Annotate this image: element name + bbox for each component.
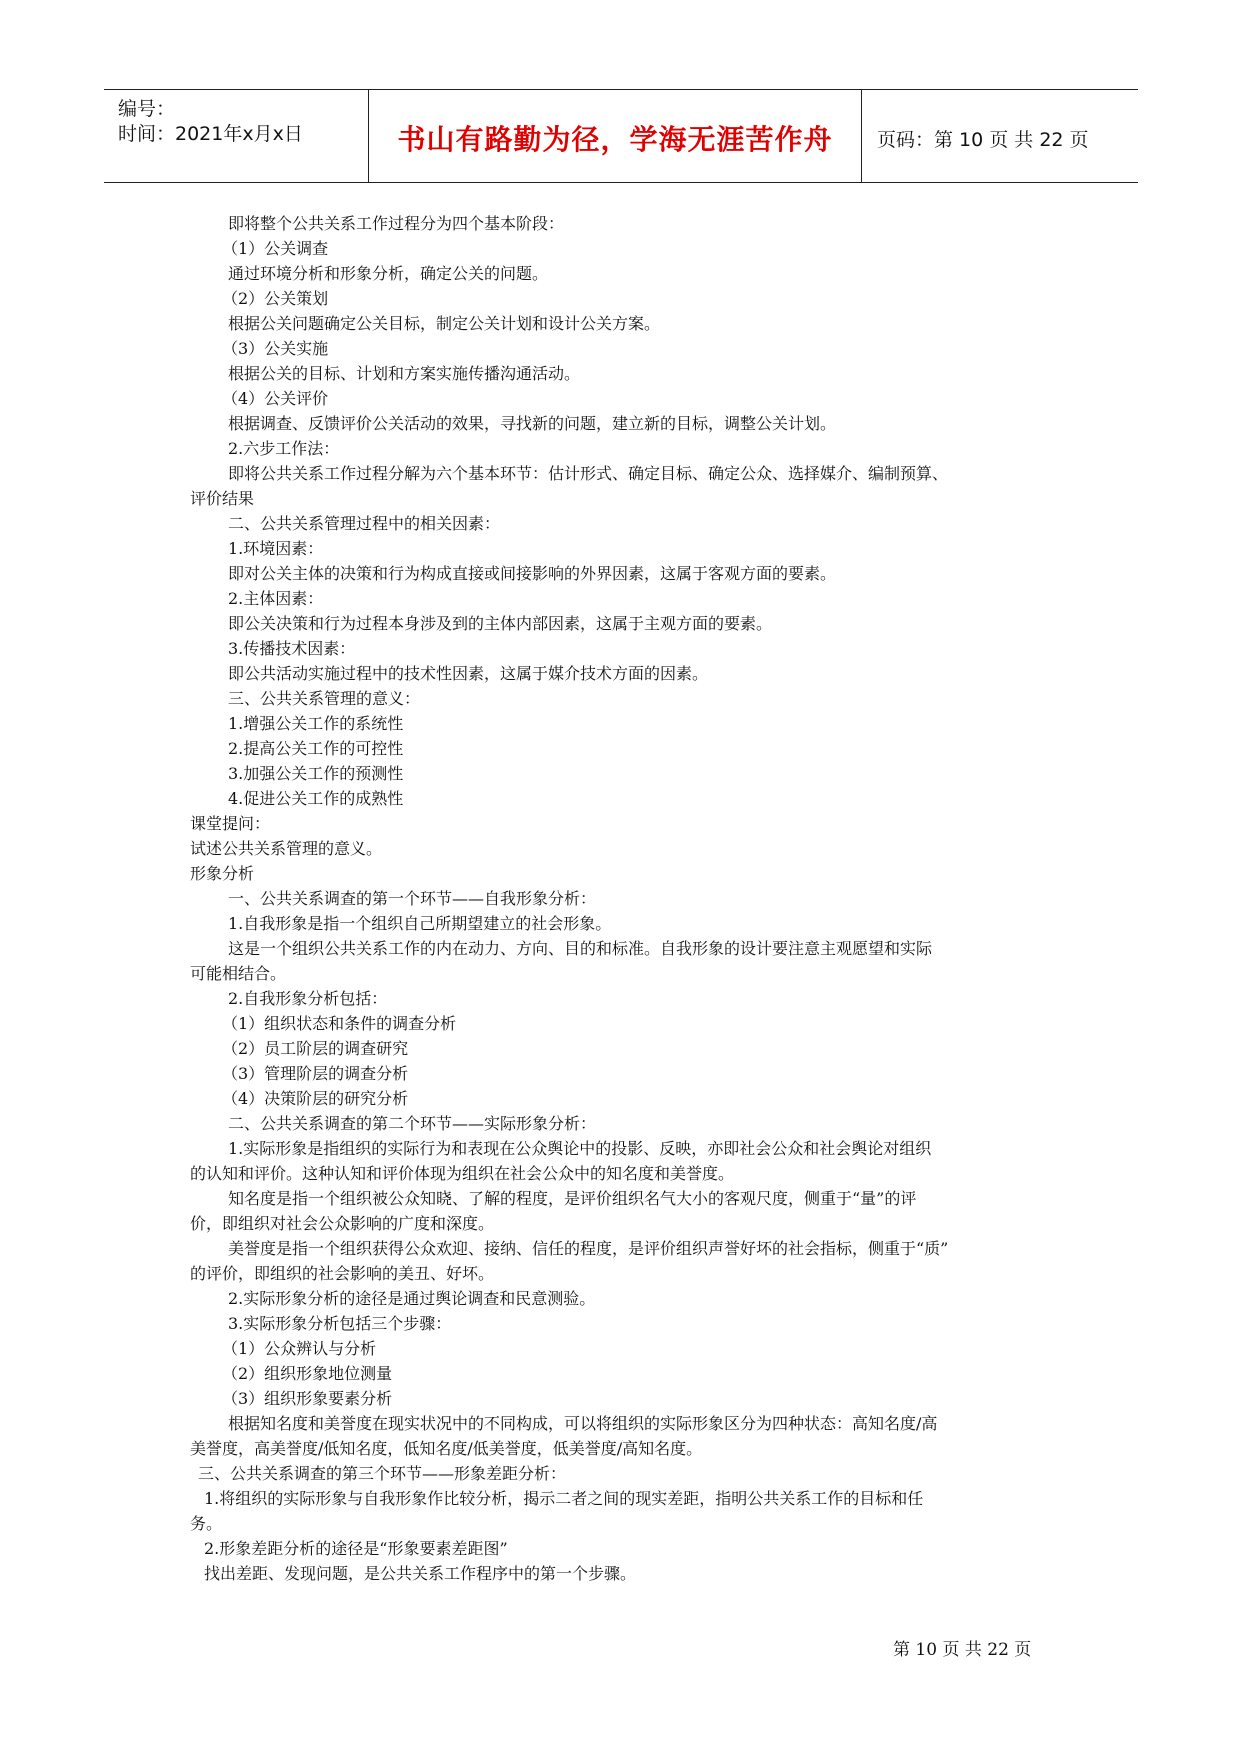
text-line: 1.实际形象是指组织的实际行为和表现在公众舆论中的投影、反映，亦即社会公众和社会舆论对组织 xyxy=(228,1139,932,1158)
text-line: （3）公关实施 xyxy=(222,339,329,358)
text-line: 根据公关的目标、计划和方案实施传播沟通活动。 xyxy=(228,364,581,383)
section-heading: 形象分析 xyxy=(190,864,255,883)
header-motto: 书山有路勤为径，学海无涯苦作舟 xyxy=(397,123,833,156)
text-line: （1）公关调查 xyxy=(222,239,329,258)
text-line: 1.将组织的实际形象与自我形象作比较分析，揭示二者之间的现实差距，指明公共关系工作的目标和任 xyxy=(204,1489,924,1508)
text-line: 的评价，即组织的社会影响的美丑、好坏。 xyxy=(190,1264,495,1283)
text-line: 价，即组织对社会公众影响的广度和深度。 xyxy=(190,1214,495,1233)
text-line: （1）公众辨认与分析 xyxy=(222,1339,377,1358)
text-line: 通过环境分析和形象分析，确定公关的问题。 xyxy=(228,264,549,283)
text-line: 4.促进公关工作的成熟性 xyxy=(228,789,404,808)
text-line: （2）公关策划 xyxy=(222,289,329,308)
text-line: 美誉度是指一个组织获得公众欢迎、接纳、信任的程度，是评价组织声誉好坏的社会指标，侧重于“质” xyxy=(228,1239,949,1258)
text-line: 即将公共关系工作过程分解为六个基本环节：估计形式、确定目标、确定公众、选择媒介、编制预算、 xyxy=(228,464,949,483)
text-line: （1）组织状态和条件的调查分析 xyxy=(222,1014,457,1033)
text-line: 根据调查、反馈评价公关活动的效果，寻找新的问题，建立新的目标，调整公关计划。 xyxy=(228,414,837,433)
text-line: 找出差距、发现问题，是公共关系工作程序中的第一个步骤。 xyxy=(204,1564,637,1583)
text-line: 根据公关问题确定公关目标，制定公关计划和设计公关方案。 xyxy=(228,314,661,333)
text-line: （3）管理阶层的调查分析 xyxy=(222,1064,409,1083)
section-heading: 三、公共关系调查的第三个环节——形象差距分析： xyxy=(198,1464,567,1483)
text-line: 2.六步工作法： xyxy=(228,439,340,458)
document-number-label: 编号： xyxy=(118,98,176,120)
text-line: 课堂提问： xyxy=(190,814,271,833)
text-line: 即将整个公共关系工作过程分为四个基本阶段： xyxy=(228,214,565,233)
text-line: 3.实际形象分析包括三个步骤： xyxy=(228,1314,452,1333)
text-line: 3.传播技术因素： xyxy=(228,639,356,658)
text-line: 1.自我形象是指一个组织自己所期望建立的社会形象。 xyxy=(228,914,612,933)
text-line: 1.增强公关工作的系统性 xyxy=(228,714,404,733)
text-line: 的认知和评价。这种认知和评价体现为组织在社会公众中的知名度和美誉度。 xyxy=(190,1164,735,1183)
text-line: 即公共活动实施过程中的技术性因素，这属于媒介技术方面的因素。 xyxy=(228,664,709,683)
text-line: 试述公共关系管理的意义。 xyxy=(190,839,383,858)
text-line: 即对公关主体的决策和行为构成直接或间接影响的外界因素，这属于客观方面的要素。 xyxy=(228,564,837,583)
section-heading: 二、公共关系调查的第二个环节——实际形象分析： xyxy=(228,1114,597,1133)
text-line: 2.自我形象分析包括： xyxy=(228,989,388,1008)
section-heading: 一、公共关系调查的第一个环节——自我形象分析： xyxy=(228,889,597,908)
text-line: 2.提高公关工作的可控性 xyxy=(228,739,404,758)
text-line: 务。 xyxy=(190,1514,223,1533)
text-line: 2.主体因素： xyxy=(228,589,324,608)
text-line: 美誉度，高美誉度/低知名度，低知名度/低美誉度，低美誉度/高知名度。 xyxy=(190,1439,703,1458)
text-line: （4）公关评价 xyxy=(222,389,329,408)
text-line: 这是一个组织公共关系工作的内在动力、方向、目的和标准。自我形象的设计要注意主观愿望和实际 xyxy=(228,939,933,958)
page-footer: 第 10 页 共 22 页 xyxy=(893,1640,1032,1660)
header-page-code: 页码：第 10 页 共 22 页 xyxy=(877,129,1089,151)
section-heading: 二、公共关系管理过程中的相关因素： xyxy=(228,514,501,533)
text-line: 2.形象差距分析的途径是“形象要素差距图” xyxy=(204,1539,508,1558)
text-line: 根据知名度和美誉度在现实状况中的不同构成，可以将组织的实际形象区分为四种状态：高知名度/高 xyxy=(228,1414,938,1433)
text-line: 即公关决策和行为过程本身涉及到的主体内部因素，这属于主观方面的要素。 xyxy=(228,614,773,633)
text-line: （3）组织形象要素分析 xyxy=(222,1389,393,1408)
text-line: （2）组织形象地位测量 xyxy=(222,1364,393,1383)
text-line: （4）决策阶层的研究分析 xyxy=(222,1089,409,1108)
text-line: （2）员工阶层的调查研究 xyxy=(222,1039,409,1058)
text-line: 2.实际形象分析的途径是通过舆论调查和民意测验。 xyxy=(228,1289,596,1308)
text-line: 1.环境因素： xyxy=(228,539,324,558)
text-line: 可能相结合。 xyxy=(190,964,287,983)
document-time-label: 时间：2021年x月x日 xyxy=(118,123,303,145)
section-heading: 三、公共关系管理的意义： xyxy=(228,689,421,708)
text-line: 知名度是指一个组织被公众知晓、了解的程度，是评价组织名气大小的客观尺度，侧重于“量”的评 xyxy=(228,1189,917,1208)
text-line: 3.加强公关工作的预测性 xyxy=(228,764,404,783)
text-line: 评价结果 xyxy=(190,489,255,508)
